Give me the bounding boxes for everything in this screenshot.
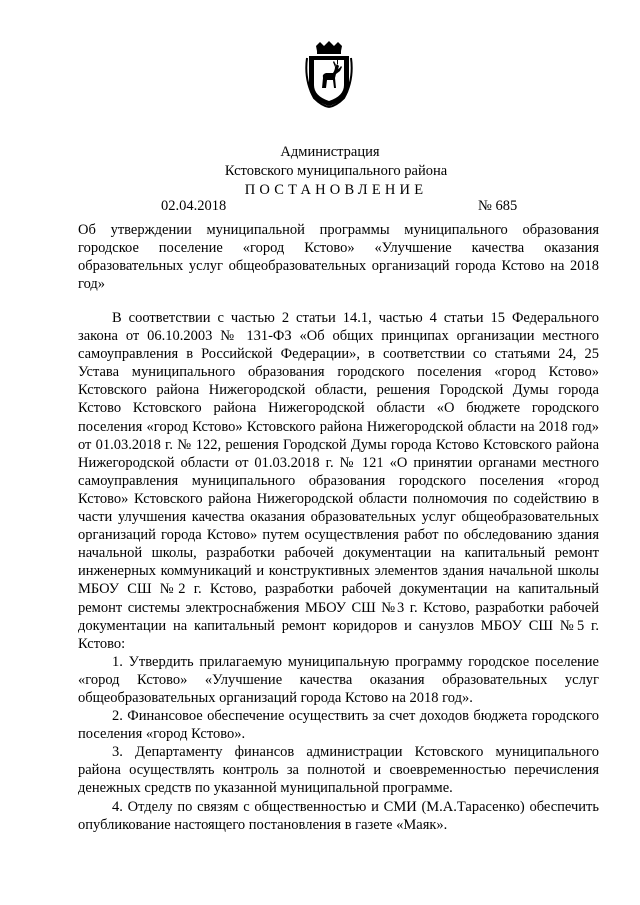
- resolution-item: 1. Утвердить прилагаемую муниципальную программу городское поселение «город Кстово» «Улучшение качества оказания образовательных услуг общеобразовательных организаций города Кстово на 2018 год».: [78, 653, 599, 706]
- document-date: 02.04.2018: [161, 198, 227, 214]
- issuer-district: Кстовского муниципального района: [224, 163, 448, 179]
- document-type: ПОСТАНОВЛЕНИЕ: [244, 182, 428, 198]
- resolution-item: 4. Отделу по связям с общественностью и СМИ (М.А.Тарасенко) обеспечить опубликование настоящего постановления в газете «Маяк».: [78, 798, 599, 833]
- document-title: Об утверждении муниципальной программы муниципального образования городское поселение «город Кстово» «Улучшение качества оказания образовательных услуг общеобразовательных организаций города Кстово на 2018 год»: [78, 222, 599, 293]
- issuer-title: Администрация: [280, 144, 380, 160]
- resolution-item: 3. Департаменту финансов администрации Кстовского муниципального района осуществлять контроль за полнотой и своевременностью перечисления денежных средств по указанной муниципальной программе.: [78, 744, 599, 797]
- document-number: № 685: [478, 198, 518, 214]
- coat-of-arms-icon: [304, 40, 354, 108]
- resolution-item: 2. Финансовое обеспечение осуществить за счет доходов бюджета городского поселения «город Кстово».: [78, 708, 599, 743]
- document-body: [78, 309, 599, 834]
- preamble-paragraph: В соответствии с частью 2 статьи 14.1, частью 4 статьи 15 Федерального закона от 06.10.2003 № 131-ФЗ «Об общих принципах организации местного самоуправления в Российской Федерации», в соответствии со статьями 24, 25 Устава муниципального образования городского поселения «город Кстово» Кстовского района Нижегородской области, решения Городской Думы города Кстово Кстовского района Нижегородской области «О бюджете городского поселения «город Кстово» Кстовского района Нижегородской области на 2018 год» от 01.03.2018 г. № 122, решения Городской Думы города Кстово Кстовского района Нижегородской области от 01.03.2018 г. № 121 «О принятии органами местного самоуправления муниципального образования городского поселения «город Кстово» Кстовского района Нижегородской области полномочия по содействию в части улучшения качества оказания образовательных услуг общеобразовательных организаций города Кстово» путем осуществления работ по обследованию здания начальной школы, разработки рабочей документации на капитальный ремонт инженерных коммуникаций и конструктивных элементов здания начальной школы МБОУ СШ №2 г. Кстово, разработки рабочей документации на капитальный ремонт системы электроснабжения МБОУ СШ №3 г. Кстово, разработки рабочей документации на капитальный ремонт коридоров и санузлов МБОУ СШ №5 г. Кстово:: [78, 310, 599, 652]
